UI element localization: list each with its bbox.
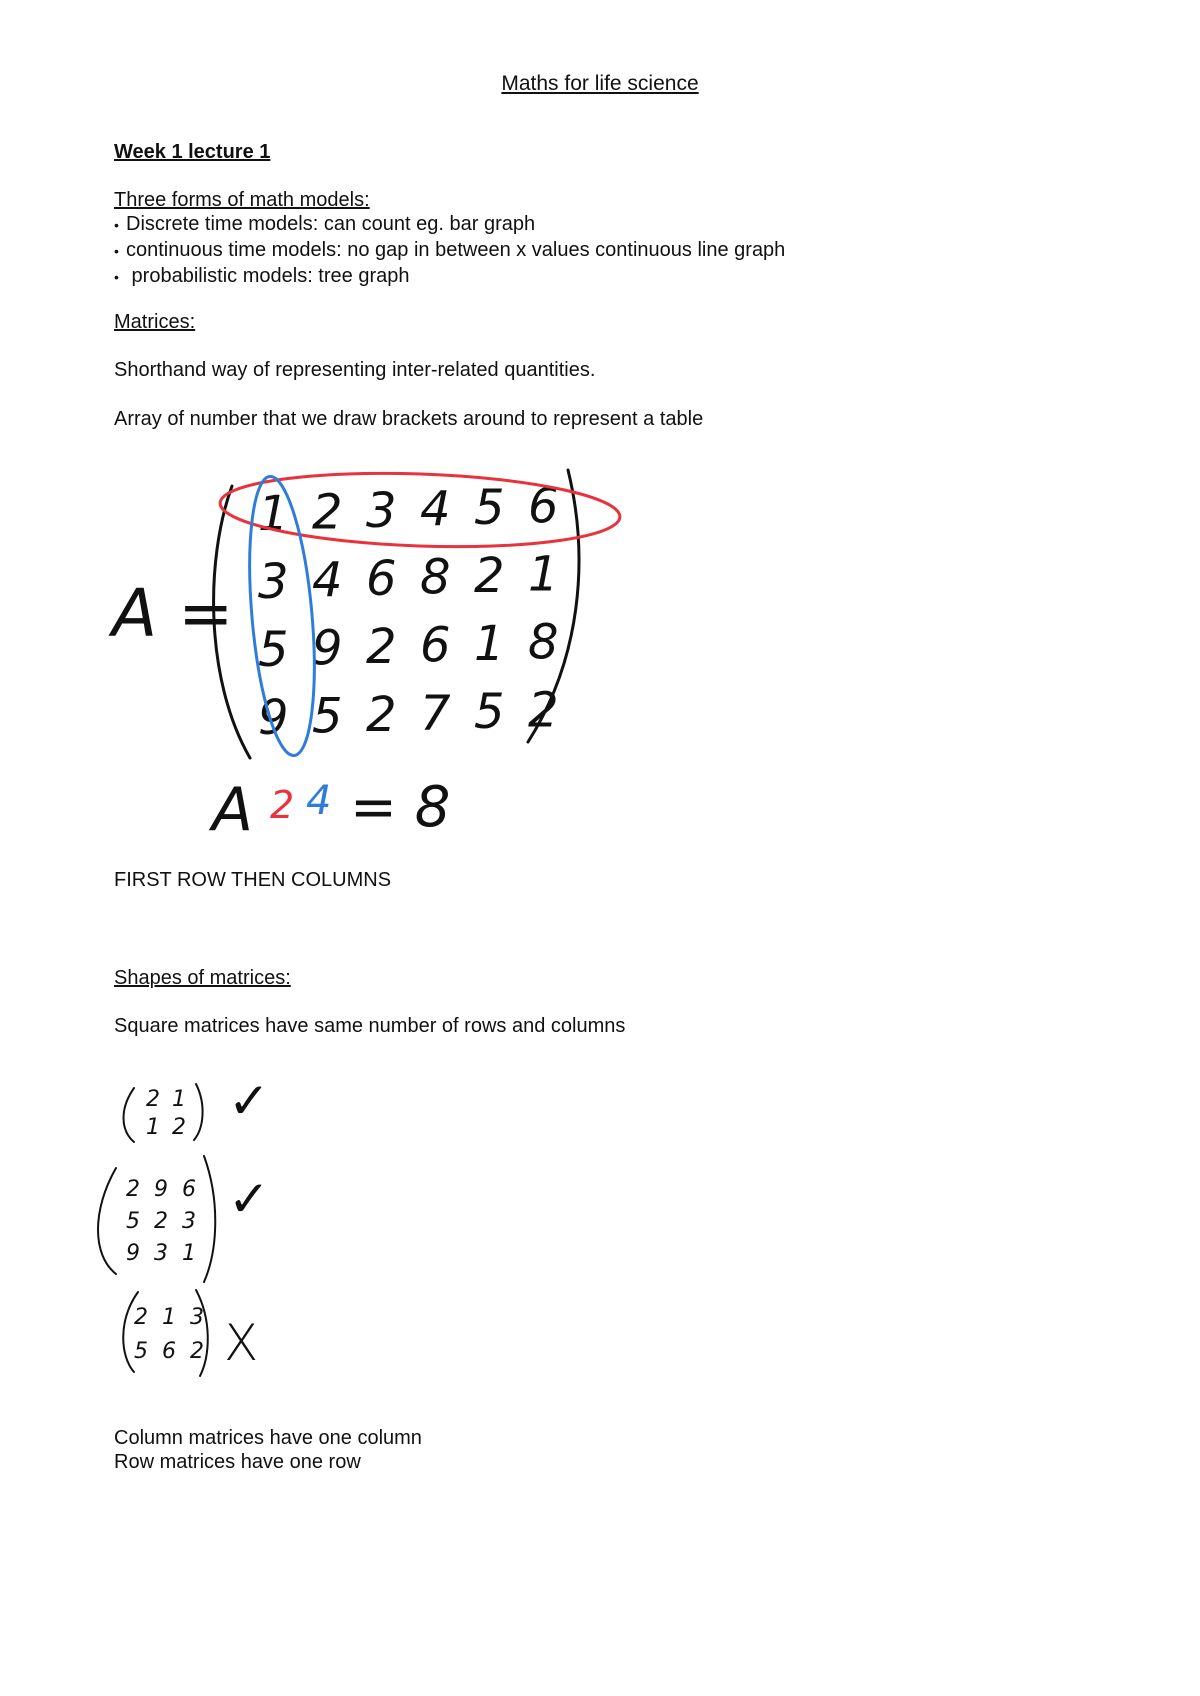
matrix-cell: 3 (366, 483, 397, 539)
matrices-description: Array of number that we draw brackets around to represent a table (114, 408, 704, 430)
matrix-cell: 6 (528, 478, 559, 535)
page-title: Maths for life science (501, 72, 699, 95)
matrix-cell: 2 (528, 682, 559, 739)
example-cell: 5 (126, 1209, 140, 1234)
week-heading: Week 1 lecture 1 (114, 141, 271, 163)
example-cell: 9 (126, 1241, 140, 1266)
matrix-cell: 2 (312, 484, 343, 541)
example-cell: 2 (190, 1339, 204, 1364)
example-cell: 2 (134, 1305, 148, 1330)
matrix-cell: 9 (312, 620, 343, 677)
order-note: FIRST ROW THEN COLUMNS (114, 869, 392, 891)
matrix-cell: 8 (528, 614, 559, 671)
element-col-index: 4 (306, 778, 332, 824)
matrix-cell: 1 (258, 486, 289, 542)
matrix-name: A = (112, 575, 234, 652)
list-item: • Discrete time models: can count eg. bar graph (114, 212, 785, 238)
example-cell: 1 (146, 1115, 160, 1140)
list-item: • continuous time models: no gap in between x values continuous line graph (114, 238, 785, 264)
example-cell: 6 (182, 1177, 196, 1202)
example-cells (126, 1087, 204, 1364)
example-cell: 6 (162, 1339, 176, 1364)
example-2-mark: ✓ (228, 1170, 270, 1228)
example-cell: 1 (162, 1305, 176, 1330)
matrix-cell: 4 (312, 552, 343, 609)
matrix-cell: 8 (420, 549, 451, 606)
matrix-cell: 5 (258, 622, 289, 678)
models-heading: Three forms of math models: (114, 189, 370, 211)
matrix-cell: 1 (474, 616, 505, 672)
example-cell: 3 (182, 1209, 196, 1234)
element-label: A (212, 775, 254, 845)
example-cell: 9 (154, 1177, 168, 1202)
example-cell: 1 (182, 1241, 196, 1266)
matrix-cell: 2 (366, 619, 397, 675)
example-cell: 2 (126, 1177, 140, 1202)
matrix-cell: 7 (420, 685, 451, 742)
matrix-cell: 5 (312, 688, 343, 745)
example-1-mark: ✓ (228, 1072, 270, 1130)
example-cell: 3 (154, 1241, 168, 1266)
matrix-cell: 5 (474, 684, 505, 740)
example-cell: 1 (172, 1087, 186, 1112)
column-note: Column matrices have one column (114, 1427, 422, 1449)
matrix-cell: 6 (366, 551, 397, 607)
example-cell: 2 (154, 1209, 168, 1234)
matrix-cell: 9 (258, 690, 289, 746)
square-note: Square matrices have same number of rows and columns (114, 1015, 626, 1037)
example-cell: 2 (172, 1115, 186, 1140)
matrix-cell: 2 (366, 687, 397, 743)
matrices-heading: Matrices: (114, 311, 196, 333)
example-cell: 3 (190, 1305, 204, 1330)
matrices-definition: Shorthand way of representing inter-related quantities. (114, 359, 596, 381)
row-note: Row matrices have one row (114, 1451, 361, 1473)
matrix-cell: 4 (420, 481, 451, 538)
matrix-cell: 1 (528, 546, 559, 603)
matrix-cell: 2 (474, 548, 505, 604)
element-row-index: 2 (270, 783, 295, 827)
example-cell: 5 (134, 1339, 148, 1364)
matrix-cell: 3 (258, 554, 289, 610)
element-value: = 8 (350, 775, 451, 840)
example-cell: 2 (146, 1087, 160, 1112)
matrix-cell: 5 (474, 480, 505, 536)
matrix-cell: 6 (420, 617, 451, 674)
example-3-mark: X (224, 1314, 259, 1372)
list-item: • probabilistic models: tree graph (114, 264, 785, 290)
shapes-heading: Shapes of matrices: (114, 967, 291, 989)
